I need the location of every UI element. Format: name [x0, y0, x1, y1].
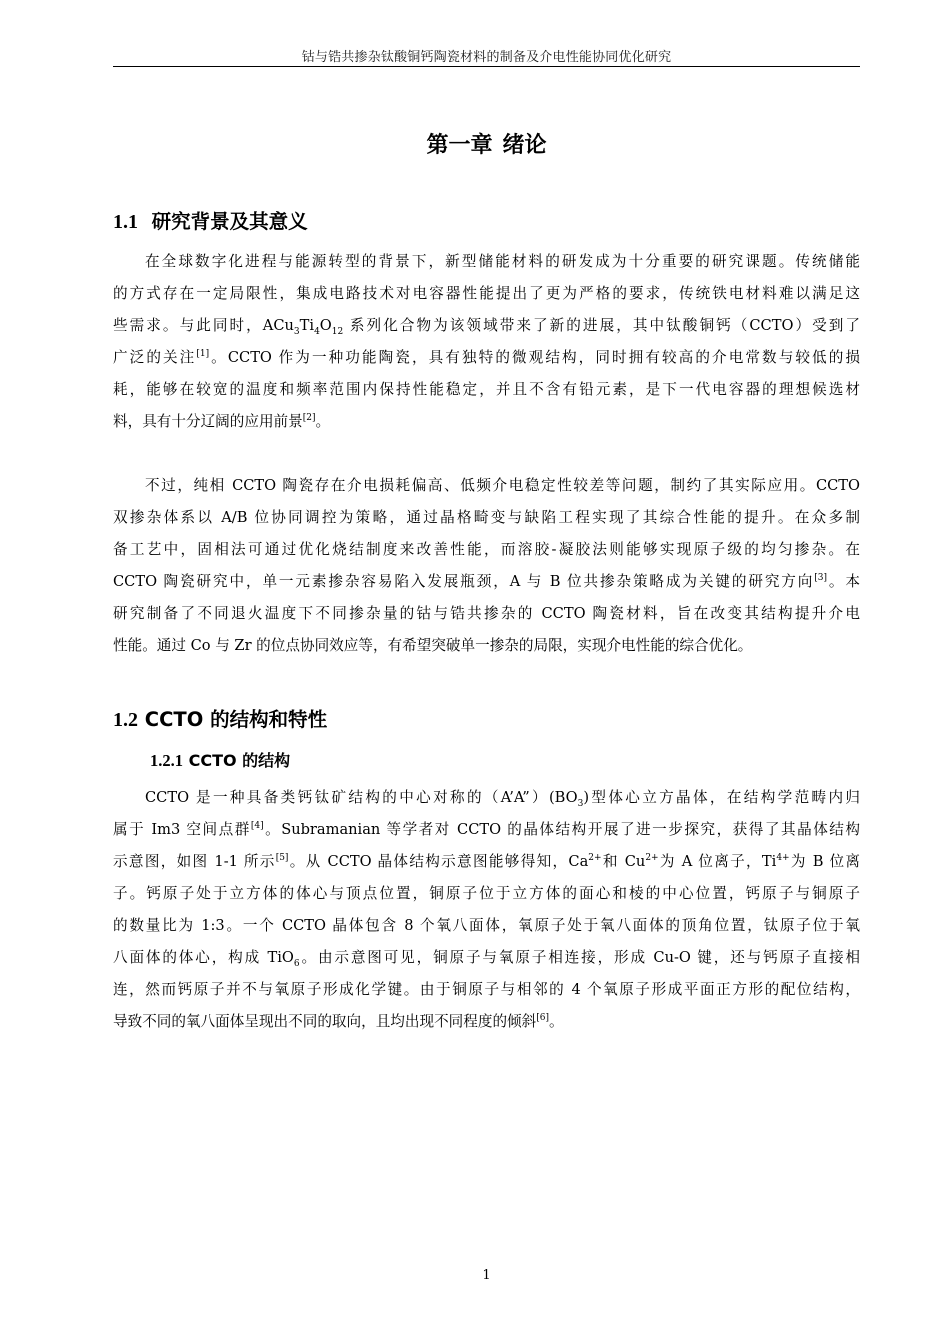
section-number: 1.1 — [113, 211, 138, 233]
chapter-title — [113, 128, 860, 159]
text-line: 子。钙原子处于立方体的体心与顶点位置，铜原子位于立方体的面心和棱的中心位置，钙原子与铜原子 — [113, 885, 860, 902]
section-number: 1.2 — [113, 709, 138, 731]
text-line: 的方式存在一定局限性，集成电路技术对电容器性能提出了更为严格的要求，传统铁电材料难以满足这 — [113, 285, 860, 302]
text-line: 双掺杂体系以 A/B 位协同调控为策略，通过晶格畸变与缺陷工程实现了其综合性能的提升。在众多制 — [113, 509, 860, 526]
text-line: 不过，纯相 CCTO 陶瓷存在介电损耗偏高、低频介电稳定性较差等问题，制约了其实际应用。CCTO — [145, 477, 860, 494]
text-line: 研究制备了不同退火温度下不同掺杂量的钴与锆共掺杂的 CCTO 陶瓷材料，旨在改变其结构提升介电 — [113, 605, 860, 622]
section-heading-1-1 — [113, 206, 308, 234]
text-line: 示意图，如图 1-1 所示[5]。从 CCTO 晶体结构示意图能够得知，$Ca^{2+}$和 $Cu^{2+}$为 A 位离子，$Ti^{4+}$为 B 位离 — [113, 853, 860, 870]
text-line: CCTO 是一种具备类钙钛矿结构的中心对称的$(A’A”)(BO_3)$型体心立方晶体，在结构学范畴内归 — [145, 789, 860, 809]
paragraph-structure — [113, 782, 860, 1038]
citation: [3] — [814, 573, 828, 584]
header-rule — [113, 66, 860, 67]
chapter-name: 绪论 — [502, 133, 547, 158]
paragraph-background-1 — [113, 246, 860, 438]
text-line: 性能。通过 Co 与 Zr 的位点协同效应等，有希望突破单一掺杂的局限，实现介电性能的综合优化。 — [113, 637, 753, 654]
text-line: 八面体的体心，构成 TiO$_6$。由示意图可见，铜原子与氧原子相连接，形成 Cu-O 键，还与钙原子直接相 — [113, 949, 860, 969]
text-line: 耗，能够在较宽的温度和频率范围内保持性能稳定，并且不含有铅元素，是下一代电容器的理想候选材 — [113, 381, 860, 398]
subsection-heading-1-2-1 — [150, 748, 290, 771]
page-number: 1 — [482, 1268, 491, 1283]
text-line: 备工艺中，固相法可通过优化烧结制度来改善性能，而溶胶-凝胶法则能够实现原子级的均匀掺杂。在 — [113, 541, 860, 558]
paragraph-background-2 — [113, 470, 860, 662]
chapter-label: 第一章 — [426, 133, 493, 158]
section-title: CCTO 的结构和特性 — [144, 708, 328, 731]
text-line: 连，然而钙原子并不与氧原子形成化学键。由于铜原子与相邻的 4 个氧原子形成平面正方形的配位结构， — [113, 981, 860, 998]
citation: [5] — [275, 853, 289, 864]
text-line: 在全球数字化进程与能源转型的背景下，新型储能材料的研发成为十分重要的研究课题。传统储能 — [145, 253, 860, 270]
text-line: 料，具有十分辽阔的应用前景[2]。 — [113, 413, 331, 430]
subsection-number: 1.2.1 — [150, 751, 183, 770]
citation: [4] — [250, 821, 264, 832]
text-line: 些需求。与此同时，$ACu_3Ti_4O_{12}$ 系列化合物为该领域带来了新的进展，其中钛酸铜钙（CCTO）受到了 — [113, 317, 860, 337]
citation: [6] — [536, 1013, 549, 1024]
section-heading-1-2 — [113, 704, 327, 732]
section-title: 研究背景及其意义 — [151, 210, 308, 233]
citation: [1] — [196, 349, 210, 360]
text-line: 导致不同的氧八面体呈现出不同的取向，且均出现不同程度的倾斜[6]。 — [113, 1013, 564, 1030]
text-line: 的数量比为 1:3。一个 CCTO 晶体包含 8 个氧八面体，氧原子处于氧八面体的顶角位置，钛原子位于氧 — [113, 917, 860, 934]
running-header: 钴与锆共掺杂钛酸铜钙陶瓷材料的制备及介电性能协同优化研究 — [301, 50, 672, 65]
subsection-title: CCTO 的结构 — [188, 751, 291, 770]
text-line: 属于 Im3 空间点群[4]。Subramanian 等学者对 CCTO 的晶体结构开展了进一步探究，获得了其晶体结构 — [113, 821, 861, 838]
text-line: CCTO 陶瓷研究中，单一元素掺杂容易陷入发展瓶颈，A 与 B 位共掺杂策略成为关键的研究方向[3]。本 — [113, 573, 860, 590]
text-line: 广泛的关注[1]。CCTO 作为一种功能陶瓷，具有独特的微观结构，同时拥有较高的介电常数与较低的损 — [113, 349, 860, 366]
citation: [2] — [302, 413, 316, 424]
